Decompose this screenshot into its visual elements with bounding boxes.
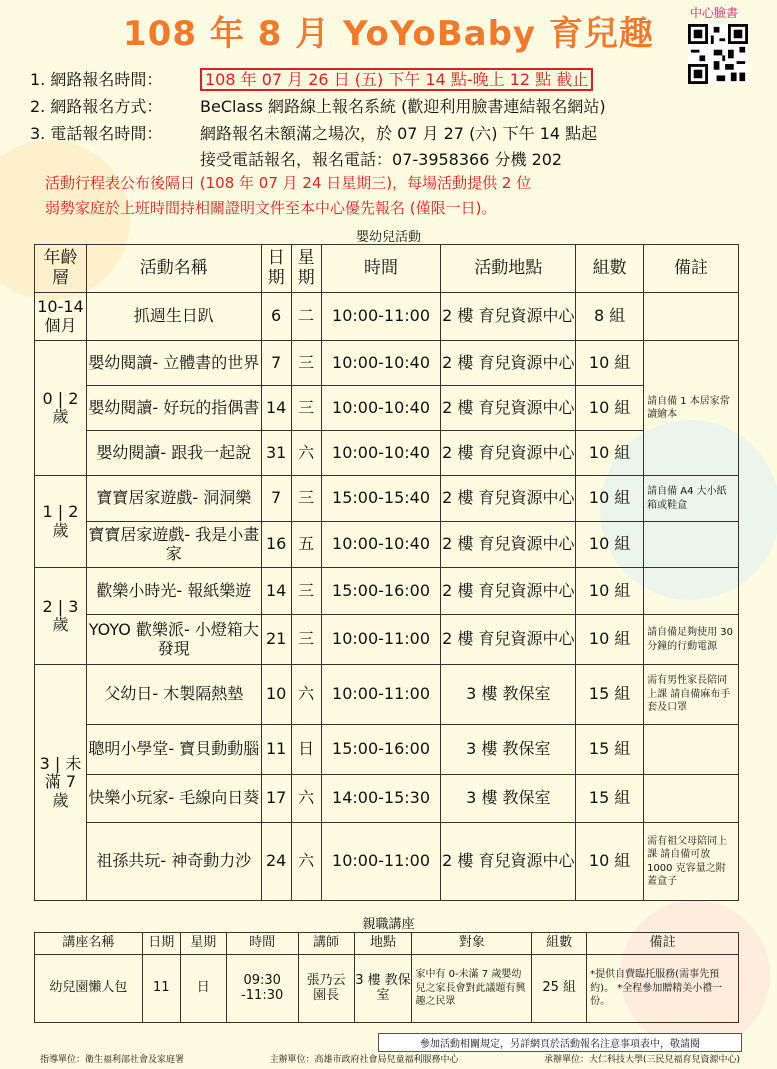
activity-name: 嬰幼閱讀- 好玩的指偶書	[86, 386, 261, 431]
age-cell: 0 | 2 歲	[35, 341, 87, 476]
header-teacher: 講師	[298, 933, 354, 955]
groups-cell: 10 組	[576, 823, 644, 901]
main-table-caption: 嬰幼兒活動	[355, 230, 421, 245]
table-row	[35, 341, 739, 386]
time-cell: 10:00-11:00	[321, 293, 441, 341]
rules-notice: 參加活動相關規定，另詳網頁於活動報名注意事項表中，敬請閱	[378, 1033, 742, 1052]
table-row	[35, 823, 739, 901]
activity-name: 父幼日- 木製隔熱墊	[86, 665, 261, 725]
table-row	[35, 665, 739, 725]
day-cell: 6	[261, 293, 291, 341]
header-groups: 組數	[532, 933, 587, 955]
activity-name: 寶寶居家遊戲- 洞洞樂	[86, 476, 261, 522]
table-row	[35, 568, 739, 615]
place-cell: 3 樓 教保室	[441, 775, 576, 823]
footer-organizer: 承辦單位：大仁科技大學(三民兒福育兒資源中心)	[543, 1055, 740, 1065]
note-cell: *提供自費臨托服務(需事先預約)。 *全程參加贈精美小禮一份。	[587, 955, 739, 1023]
week-cell: 六	[291, 665, 321, 725]
activity-table	[34, 244, 739, 901]
footer-host: 主辦單位：高雄市政府社會局兒童福利服務中心	[269, 1055, 459, 1065]
place-cell: 2 樓 育兒資源中心	[441, 431, 576, 476]
info-value: 接受電話報名，報名電話：07-3958366 分機 202	[200, 150, 563, 169]
place-cell: 2 樓 育兒資源中心	[441, 386, 576, 431]
groups-cell: 10 組	[576, 476, 644, 522]
day-cell: 21	[261, 615, 291, 665]
header-groups: 組數	[576, 245, 644, 293]
info-line-2	[30, 94, 606, 117]
info-label: 3. 電話報名時間：	[30, 124, 163, 143]
info-value: BeClass 網路線上報名系統 (歡迎利用臉書連結報名網站)	[200, 97, 606, 116]
table-row	[35, 386, 739, 431]
info-value: 網路報名未額滿之場次，於 07 月 27 (六) 下午 14 點起	[200, 124, 598, 143]
note-cell	[644, 725, 739, 775]
time-cell: 10:00-10:40	[321, 431, 441, 476]
note-cell	[644, 293, 739, 341]
note-cell	[644, 568, 739, 615]
note-cell: 需有男性家長陪同上課 請自備麻布手套及口罩	[644, 665, 739, 725]
day-cell: 24	[261, 823, 291, 901]
activity-name: 嬰幼閱讀- 立體書的世界	[86, 341, 261, 386]
place-cell: 3 樓 教保室	[441, 725, 576, 775]
groups-cell: 10 組	[576, 522, 644, 568]
day-cell: 11	[261, 725, 291, 775]
groups-cell: 10 組	[576, 431, 644, 476]
table-row	[35, 431, 739, 476]
groups-cell: 15 組	[576, 665, 644, 725]
time-cell: 10:00-11:00	[321, 615, 441, 665]
time-cell: 14:00-15:30	[321, 775, 441, 823]
place-cell: 3 樓 教保室	[441, 665, 576, 725]
header-week: 星期	[291, 245, 321, 293]
lecture-table-caption: 親職講座	[362, 917, 415, 932]
groups-cell: 15 組	[576, 775, 644, 823]
table-row	[35, 725, 739, 775]
activity-name: 歡樂小時光- 報紙樂遊	[86, 568, 261, 615]
day-cell: 11	[142, 955, 180, 1023]
header-day: 日期	[142, 933, 180, 955]
table-row	[35, 775, 739, 823]
time-cell: 10:00-11:00	[321, 823, 441, 901]
time-cell: 10:00-10:40	[321, 341, 441, 386]
table-row	[35, 615, 739, 665]
week-cell: 日	[291, 725, 321, 775]
header-age: 年齡層	[35, 245, 87, 293]
lecture-table	[34, 932, 739, 1023]
day-cell: 7	[261, 341, 291, 386]
place-cell: 2 樓 育兒資源中心	[441, 293, 576, 341]
note-cell: 需有祖父母陪同上課 請自備可放 1000 克容量之附蓋盒子	[644, 823, 739, 901]
table-row	[35, 522, 739, 568]
qr-label: 中心臉書	[690, 6, 739, 20]
header-week: 星期	[180, 933, 226, 955]
groups-cell: 25 組	[532, 955, 587, 1023]
footer-guide: 指導單位：衛生福利部社會及家庭署	[40, 1055, 185, 1065]
header-time: 時間	[226, 933, 298, 955]
place-cell: 2 樓 育兒資源中心	[441, 615, 576, 665]
header-name: 活動名稱	[86, 245, 261, 293]
activity-name: 聰明小學堂- 寶貝動動腦	[86, 725, 261, 775]
info-label: 1. 網路報名時間：	[30, 70, 163, 89]
time-cell: 15:00-15:40	[321, 476, 441, 522]
header-time: 時間	[321, 245, 441, 293]
place-cell: 2 樓 育兒資源中心	[441, 341, 576, 386]
table-row	[35, 955, 739, 1023]
footer	[40, 1052, 740, 1065]
note-cell: 請自備足夠使用 30 分鐘的行動電源	[644, 615, 739, 665]
day-cell: 7	[261, 476, 291, 522]
note-cell: 請自備 1 本居家常讀繪本	[644, 341, 739, 476]
groups-cell: 10 組	[576, 568, 644, 615]
groups-cell: 10 組	[576, 341, 644, 386]
age-cell: 3 | 未滿 7 歲	[35, 665, 87, 901]
time-cell: 10:00-10:40	[321, 386, 441, 431]
activity-name: 祖孫共玩- 神奇動力沙	[86, 823, 261, 901]
target-cell: 家中有 0-未滿 7 歲嬰幼兒之家長會對此議題有興趣之民眾	[412, 955, 532, 1023]
note-cell: 請自備 A4 大小紙箱或鞋盒	[644, 476, 739, 522]
header-place: 地點	[354, 933, 412, 955]
week-cell: 三	[291, 386, 321, 431]
priority-note-1: 活動行程表公布後隔日 (108 年 07 月 24 日星期三)，每場活動提供 2 位	[45, 174, 532, 192]
week-cell: 三	[291, 568, 321, 615]
activity-name: 快樂小玩家- 毛線向日葵	[86, 775, 261, 823]
day-cell: 31	[261, 431, 291, 476]
activity-name: 抓週生日趴	[86, 293, 261, 341]
note-cell	[644, 522, 739, 568]
time-cell: 10:00-11:00	[321, 665, 441, 725]
week-cell: 六	[291, 775, 321, 823]
header-name: 講座名稱	[35, 933, 143, 955]
age-cell: 10-14 個月	[35, 293, 87, 341]
day-cell: 10	[261, 665, 291, 725]
info-line-3	[30, 121, 597, 144]
week-cell: 三	[291, 615, 321, 665]
week-cell: 二	[291, 293, 321, 341]
place-cell: 2 樓 育兒資源中心	[441, 568, 576, 615]
place-cell: 2 樓 育兒資源中心	[441, 476, 576, 522]
time-cell: 10:00-10:40	[321, 522, 441, 568]
priority-note-2: 弱勢家庭於上班時間持相關證明文件至本中心優先報名 (僅限一日)。	[45, 199, 497, 217]
groups-cell: 8 組	[576, 293, 644, 341]
info-line-1	[30, 67, 593, 90]
info-value-highlight: 108 年 07 月 26 日 (五) 下午 14 點-晚上 12 點 截止	[200, 68, 593, 91]
week-cell: 六	[291, 431, 321, 476]
week-cell: 日	[180, 955, 226, 1023]
day-cell: 14	[261, 386, 291, 431]
groups-cell: 10 組	[576, 615, 644, 665]
qr-code-icon[interactable]	[688, 24, 748, 84]
week-cell: 三	[291, 341, 321, 386]
week-cell: 六	[291, 823, 321, 901]
time-cell: 15:00-16:00	[321, 725, 441, 775]
teacher-cell: 張乃云 園長	[298, 955, 354, 1023]
day-cell: 16	[261, 522, 291, 568]
header-note: 備註	[644, 245, 739, 293]
week-cell: 三	[291, 476, 321, 522]
activity-name: 嬰幼閱讀- 跟我一起說	[86, 431, 261, 476]
table-row	[35, 476, 739, 522]
groups-cell: 15 組	[576, 725, 644, 775]
header-day: 日期	[261, 245, 291, 293]
info-line-4	[30, 147, 562, 170]
week-cell: 五	[291, 522, 321, 568]
day-cell: 14	[261, 568, 291, 615]
place-cell: 3 樓 教保室	[354, 955, 412, 1023]
time-cell: 15:00-16:00	[321, 568, 441, 615]
activity-name: YOYO 歡樂派- 小燈箱大發現	[86, 615, 261, 665]
day-cell: 17	[261, 775, 291, 823]
time-cell: 09:30 -11:30	[226, 955, 298, 1023]
page-title: 108 年 8 月 YoYoBaby 育兒趣	[123, 14, 654, 54]
table-row	[35, 293, 739, 341]
header-target: 對象	[412, 933, 532, 955]
place-cell: 2 樓 育兒資源中心	[441, 823, 576, 901]
activity-name: 寶寶居家遊戲- 我是小畫家	[86, 522, 261, 568]
info-label: 2. 網路報名方式：	[30, 97, 163, 116]
lecture-name: 幼兒園懶人包	[35, 955, 143, 1023]
header-place: 活動地點	[441, 245, 576, 293]
groups-cell: 10 組	[576, 386, 644, 431]
note-cell	[644, 775, 739, 823]
place-cell: 2 樓 育兒資源中心	[441, 522, 576, 568]
age-cell: 2 | 3 歲	[35, 568, 87, 665]
header-note: 備註	[587, 933, 739, 955]
age-cell: 1 | 2 歲	[35, 476, 87, 568]
